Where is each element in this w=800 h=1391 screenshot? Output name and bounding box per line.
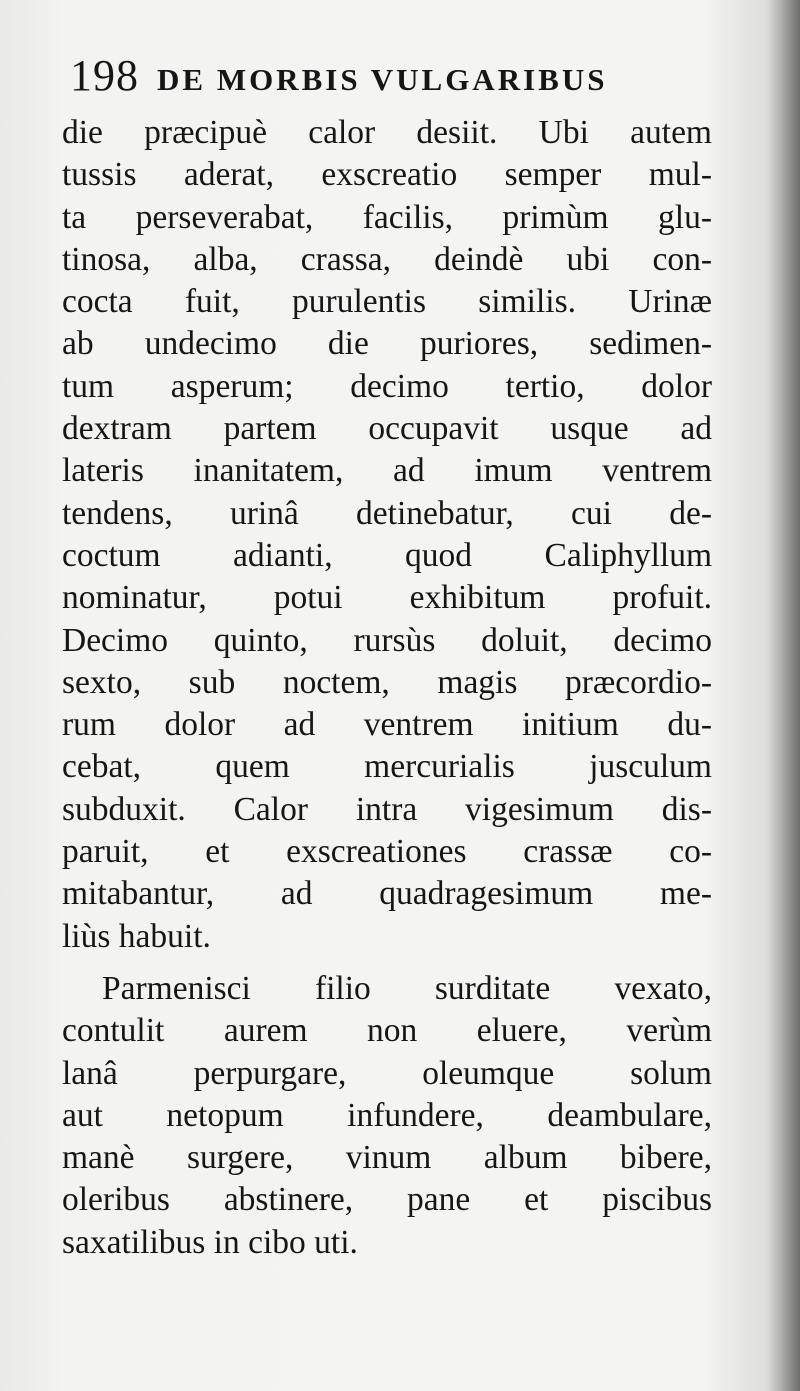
text-line: dextram partem occupavit usque ad bbox=[62, 410, 712, 448]
paragraph-2 bbox=[62, 968, 712, 1264]
text-line: lateris inanitatem, ad imum ventrem bbox=[62, 452, 712, 490]
paragraph-1 bbox=[62, 112, 712, 958]
page-number: 198 bbox=[70, 51, 139, 100]
text-line: manè surgere, vinum album bibere, bbox=[62, 1139, 712, 1177]
text-line: subduxit. Calor intra vigesimum dis- bbox=[62, 790, 712, 828]
text-line: ab undecimo die puriores, sedimen- bbox=[62, 325, 712, 363]
text-line: coctum adianti, quod Caliphyllum bbox=[62, 536, 712, 574]
text-line: rum dolor ad ventrem initium du- bbox=[62, 706, 712, 744]
text-line: liùs habuit. bbox=[62, 917, 211, 955]
running-header bbox=[70, 50, 710, 106]
text-line: nominatur, potui exhibitum profuit. bbox=[62, 579, 712, 617]
text-line: saxatilibus in cibo uti. bbox=[62, 1223, 358, 1261]
text-line: tinosa, alba, crassa, deindè ubi con- bbox=[62, 240, 712, 278]
text-line: oleribus abstinere, pane et piscibus bbox=[62, 1181, 712, 1219]
text-line: ta perseverabat, facilis, primùm glu- bbox=[62, 198, 712, 236]
text-line: contulit aurem non eluere, verùm bbox=[62, 1012, 712, 1050]
page-edge-shadow bbox=[766, 0, 800, 1391]
running-title: DE MORBIS VULGARIBUS bbox=[157, 62, 608, 97]
body-text bbox=[62, 112, 712, 1264]
text-line: sexto, sub noctem, magis præcordio- bbox=[62, 663, 712, 701]
text-line: mitabantur, ad quadragesimum me- bbox=[62, 875, 712, 913]
text-line: die præcipuè calor desiit. Ubi autem bbox=[62, 114, 712, 151]
text-line: Decimo quinto, rursùs doluit, decimo bbox=[62, 621, 712, 659]
text-line: paruit, et exscreationes crassæ co- bbox=[62, 833, 712, 871]
text-line: tussis aderat, exscreatio semper mul- bbox=[62, 156, 712, 194]
text-line: aut netopum infundere, deambulare, bbox=[62, 1096, 712, 1134]
text-line: lanâ perpurgare, oleumque solum bbox=[62, 1054, 712, 1092]
text-line: cebat, quem mercurialis jusculum bbox=[62, 748, 712, 786]
text-line: tendens, urinâ detinebatur, cui de- bbox=[62, 494, 712, 532]
text-line: cocta fuit, purulentis similis. Urinæ bbox=[62, 283, 712, 321]
text-line: Parmenisci filio surditate vexato, bbox=[102, 969, 712, 1007]
text-line: tum asperum; decimo tertio, dolor bbox=[62, 367, 712, 405]
